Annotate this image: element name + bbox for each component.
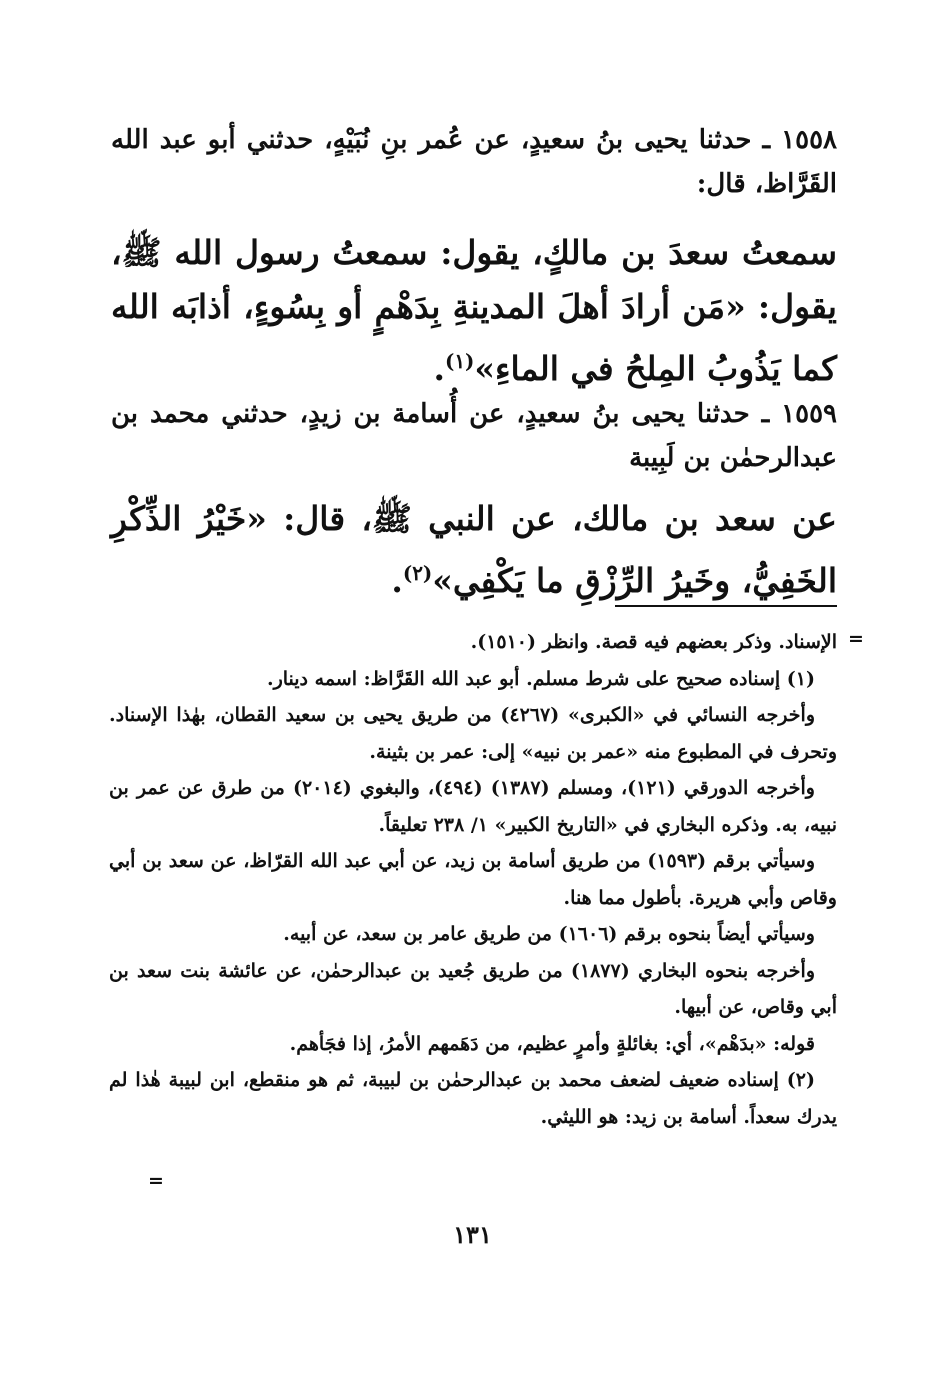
footnote-line: وأخرجه الدورقي (١٢١)، ومسلم (١٣٨٧) (٤٩٤)، والبغوي (٢٠١٤) من طرق عن عمر بن نبيه، به. وذكره البخاري في «التاريخ الكبير» ١/ ٢٣٨ تعليقاً. [109, 777, 837, 836]
footnote-separator [615, 605, 837, 607]
page-number: ١٣١ [453, 1220, 492, 1249]
hadith-1558-matn-text: سمعتُ سعدَ بن مالكٍ، يقول: سمعتُ رسول الله ﷺ، يقول: «مَن أرادَ أهلَ المدينةِ بِدَهْمٍ أو بِسُوءٍ، أذابَه الله كما يَذُوبُ المِلحُ في الماءِ» [111, 233, 837, 388]
footnote-continuation-marker-bottom: = [148, 1170, 164, 1192]
hadith-1559-isnad [111, 392, 837, 480]
footnotes [109, 624, 837, 1135]
hadith-1558-isnad [111, 118, 837, 206]
hadith-1559-end: . [391, 561, 403, 600]
hadith-1559-matn-text: عن سعد بن مالك، عن النبي ﷺ، قال: «خَيْرُ الذِّكْرِ الخَفِيُّ، وخَيرُ الرِّزْقِ ما يَكْفِي» [111, 499, 837, 600]
footnote-line: وأخرجه النسائي في «الكبرى» (٤٢٦٧) من طريق يحيى بن سعيد القطان، بهٰذا الإسناد. وتحرف في المطبوع منه «عمر بن نبيه» إلى: عمر بن بثينة. [109, 704, 837, 763]
footnote-line: وأخرجه بنحوه البخاري (١٨٧٧) من طريق جُعيد بن عبدالرحمٰن، عن عائشة بنت سعد بن أبي وقاص، عن أبيها. [109, 959, 837, 1018]
hadith-1558-matn [111, 226, 837, 396]
hadith-1558-end: . [433, 349, 445, 388]
footnote-ref-1: (١) [445, 349, 475, 373]
hadith-1559-isnad-text: ـ حدثنا يحيى بنُ سعيدٍ، عن أُسامة بن زيدٍ، حدثني محمد بن عبدالرحمٰن بن لَبِيبة [111, 399, 837, 473]
footnote-line: قوله: «بدَهْم»، أي: بغائلةٍ وأمرٍ عظيم، من دَهَمهم الأمرُ، إذا فجَأهم. [289, 1032, 815, 1055]
footnote-ref-2: (٢) [402, 561, 433, 585]
hadith-1559-number: ١٥٥٩ [781, 399, 837, 429]
footnote-continuation-marker-top: = [848, 628, 864, 650]
footnote-line: الإسناد. وذكر بعضهم فيه قصة. وانظر (١٥١٠). [470, 631, 837, 653]
hadith-1558-number: ١٥٥٨ [781, 125, 837, 155]
footnote-line: وسيأتي أيضاً بنحوه برقم (١٦٠٦) من طريق عامر بن سعد، عن أبيه. [283, 923, 815, 945]
hadith-1558-isnad-text: ـ حدثنا يحيى بنُ سعيدٍ، عن عُمر بنِ نُبَيْهٍ، حدثني أبو عبد الله القَرَّاظ، قال: [111, 125, 837, 199]
footnote-line: (٢) إسناده ضعيف لضعف محمد بن عبدالرحمٰن بن لبيبة، ثم هو منقطع، ابن لبيبة هٰذا لم يدرك سعداً. أسامة بن زيد: هو الليثي. [109, 1069, 837, 1128]
footnote-line: وسيأتي برقم (١٥٩٣) من طريق أسامة بن زيد، عن أبي عبد الله القرّاظ، عن سعد بن أبي وقاص وأبي هريرة. بأطول مما هنا. [109, 850, 837, 909]
footnote-line: (١) إسناده صحيح على شرط مسلم. أبو عبد الله القَرَّاظ: اسمه دينار. [266, 667, 815, 690]
hadith-1559-matn [111, 492, 837, 608]
